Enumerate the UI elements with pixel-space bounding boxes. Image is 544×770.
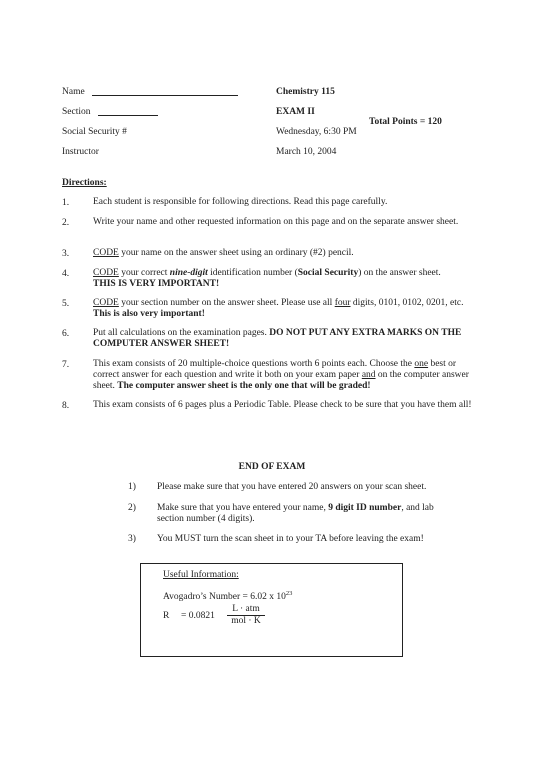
direction-number: 8. (62, 401, 70, 411)
gas-constant-numerator: L · atm (227, 604, 265, 616)
direction-text: CODE your name on the answer sheet using an ordinary (#2) pencil. (93, 248, 354, 258)
direction-text: CODE your section number on the answer sheet. Please use all four digits, 0101, 0102, 0201, etc. This is also very important! (93, 298, 464, 319)
exam-title: EXAM II (276, 107, 315, 117)
gas-constant-label: R (163, 611, 170, 621)
name-label: Name (62, 87, 85, 97)
total-points: Total Points = 120 (369, 117, 442, 127)
code-word: CODE (93, 298, 119, 308)
exam-date: March 10, 2004 (276, 147, 337, 157)
end-item-text: You MUST turn the scan sheet in to your TA before leaving the exam! (157, 534, 424, 544)
name-field[interactable] (92, 95, 238, 96)
code-word: CODE (93, 248, 119, 258)
end-item-number: 2) (128, 503, 136, 513)
course-title: Chemistry 115 (276, 87, 335, 97)
avogadro-number: Avogadro’s Number = 6.02 x $10^{23}$ (163, 590, 293, 603)
instructor-label: Instructor (62, 147, 99, 157)
direction-number: 1. (62, 198, 70, 208)
end-item-number: 3) (128, 534, 136, 544)
direction-text: This exam consists of 20 multiple-choice questions worth 6 points each. Choose the one best or correct answer for each question and write it both on your exam paper and on the computer answer sheet. The computer answer sheet is the only one that will be graded! (93, 359, 469, 391)
useful-info-heading: Useful Information: (163, 570, 239, 580)
section-label: Section (62, 107, 91, 117)
section-field[interactable] (98, 115, 158, 116)
direction-number: 5. (62, 299, 70, 309)
code-word: CODE (93, 268, 119, 278)
end-of-exam-heading: END OF EXAM (238, 462, 306, 472)
end-item-number: 1) (128, 482, 136, 492)
end-item-text: Make sure that you have entered your name, 9 digit ID number, and lab section number (4 digits). (157, 503, 434, 524)
end-item-text: Please make sure that you have entered 20 answers on your scan sheet. (157, 482, 427, 492)
direction-number: 6. (62, 329, 70, 339)
directions-heading: Directions: (62, 178, 107, 188)
ssn-label: Social Security # (62, 127, 127, 137)
direction-number: 4. (62, 269, 70, 279)
direction-text: Write your name and other requested information on this page and on the separate answer sheet. (93, 217, 459, 227)
direction-text: This exam consists of 6 pages plus a Periodic Table. Please check to be sure that you have them all! (93, 400, 472, 410)
direction-text: Each student is responsible for following directions. Read this page carefully. (93, 197, 388, 207)
gas-constant-value: = 0.0821 (181, 611, 215, 621)
gas-constant-denominator: mol · K (231, 616, 261, 626)
direction-number: 3. (62, 249, 70, 259)
direction-text: CODE your correct nine-digit identification number (Social Security) on the answer sheet. THIS IS VERY IMPORTANT! (93, 268, 441, 289)
exam-datetime: Wednesday, 6:30 PM (276, 127, 357, 137)
useful-information-box (140, 563, 403, 657)
direction-text: Put all calculations on the examination pages. DO NOT PUT ANY EXTRA MARKS ON THE COMPUTER ANSWER SHEET! (93, 328, 462, 349)
direction-number: 7. (62, 360, 70, 370)
direction-number: 2. (62, 218, 70, 228)
